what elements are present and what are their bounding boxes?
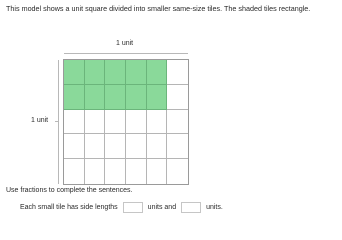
grid-tile — [147, 60, 168, 85]
grid-tile — [105, 159, 126, 184]
grid-tile — [64, 159, 85, 184]
side-dimension-tick — [55, 121, 59, 122]
top-dimension-line — [64, 53, 188, 54]
side-unit-label: 1 unit — [31, 117, 49, 124]
grid-tile — [126, 85, 147, 110]
grid-tile — [64, 60, 85, 85]
grid-tile — [147, 85, 168, 110]
sentence-part-1: Each small tile has side lengths — [20, 204, 118, 211]
sentence-part-3: units. — [206, 204, 223, 211]
grid-tile — [105, 60, 126, 85]
grid-tile — [126, 60, 147, 85]
grid-tile — [64, 134, 85, 159]
grid-tile — [105, 134, 126, 159]
grid-tile — [64, 85, 85, 110]
grid-tile — [85, 85, 106, 110]
unit-square-grid — [63, 59, 189, 185]
grid-tile — [167, 110, 188, 135]
grid-tile — [105, 110, 126, 135]
intro-text: This model shows a unit square divided into smaller same-size tiles. The shaded tiles rectangle. — [6, 4, 311, 13]
grid-tile — [85, 60, 106, 85]
instructions-text: Use fractions to complete the sentences. — [6, 187, 133, 194]
sentence-part-2: units and — [147, 204, 177, 211]
grid-tile — [85, 110, 106, 135]
grid-tile — [147, 134, 168, 159]
answer-sentence — [20, 202, 223, 213]
grid-tile — [147, 110, 168, 135]
grid-tile — [126, 134, 147, 159]
grid-tile — [167, 134, 188, 159]
top-unit-label: 1 unit — [116, 40, 134, 47]
grid-tile — [167, 85, 188, 110]
grid-tile — [167, 60, 188, 85]
grid-tile — [105, 85, 126, 110]
grid-tile — [147, 159, 168, 184]
grid-tile — [126, 159, 147, 184]
second-fraction-input[interactable] — [181, 202, 201, 213]
grid-tile — [85, 134, 106, 159]
grid-tile — [64, 110, 85, 135]
grid-tile — [85, 159, 106, 184]
first-fraction-input[interactable] — [123, 202, 143, 213]
grid-tile — [167, 159, 188, 184]
side-dimension-line — [58, 60, 59, 184]
grid-tile — [126, 110, 147, 135]
